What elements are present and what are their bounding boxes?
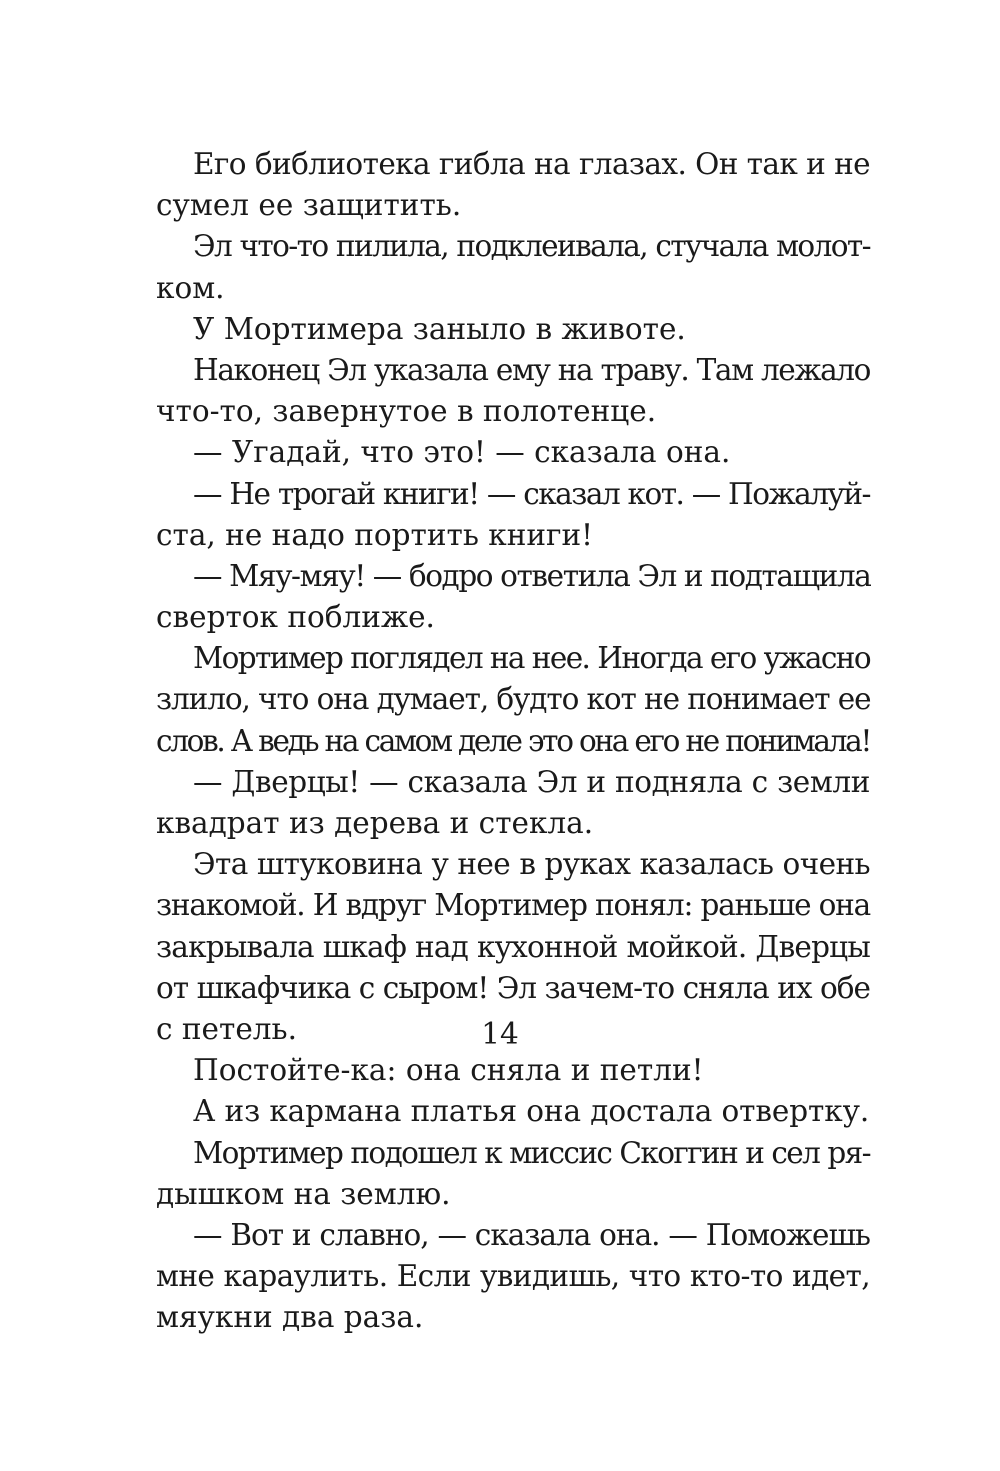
text-line: Наконец Эл указала ему на траву. Там лежало	[193, 352, 870, 387]
text-line: — Мяу-мяу! — бодро ответила Эл и подтащила	[193, 558, 871, 593]
text-line: закрывала шкаф над кухонной мойкой. Дверцы	[156, 929, 870, 964]
text-line: от шкафчика с сыром! Эл зачем-то сняла их обе	[156, 970, 870, 1005]
text-line: с петель.	[156, 1011, 297, 1046]
text-line: — Угадай, что это! — сказала она.	[193, 435, 731, 470]
text-line: — Не трогай книги! — сказал кот. — Пожалуй-	[193, 476, 870, 511]
text-line: Его библиотека гибла на глазах. Он так и не	[193, 147, 870, 181]
text-line: сумел ее защитить.	[156, 188, 462, 223]
text-line: мяукни два раза.	[156, 1300, 424, 1335]
text-line: У Мортимера заныло в животе.	[193, 311, 686, 346]
text-line: злило, что она думает, будто кот не понимает ее	[156, 682, 871, 717]
text-line: сверток поближе.	[156, 600, 435, 635]
text-line: ста, не надо портить книги!	[156, 517, 594, 552]
text-line: дышком на землю.	[156, 1176, 451, 1211]
body-text	[156, 144, 870, 1338]
text-line: ком.	[156, 270, 225, 305]
page-number: 14	[481, 1017, 519, 1051]
text-line: Эл что-то пилила, подклеивала, стучала молот-	[193, 229, 870, 264]
text-line: — Дверцы! — сказала Эл и подняла с земли	[193, 764, 870, 799]
text-line: Мортимер поглядел на нее. Иногда его ужасно	[193, 641, 870, 676]
text-line: Эта штуковина у нее в руках казалась очень	[193, 847, 870, 882]
text-line: А из кармана платья она достала отвертку.	[193, 1094, 870, 1129]
text-line: что-то, завернутое в полотенце.	[156, 394, 657, 429]
text-line: — Вот и славно, — сказала она. — Поможешь	[193, 1217, 870, 1252]
text-line: мне караулить. Если увидишь, что кто-то идет,	[156, 1259, 870, 1294]
text-line: Мортимер подошел к миссис Скоггин и сел ря-	[193, 1135, 870, 1170]
text-line: знакомой. И вдруг Мортимер понял: раньше она	[156, 888, 870, 923]
text-line: Постойте-ка: она сняла и петли!	[193, 1053, 704, 1088]
text-line: слов. А ведь на самом деле это она его не понимала!	[156, 723, 870, 758]
text-line: квадрат из дерева и стекла.	[156, 806, 594, 840]
